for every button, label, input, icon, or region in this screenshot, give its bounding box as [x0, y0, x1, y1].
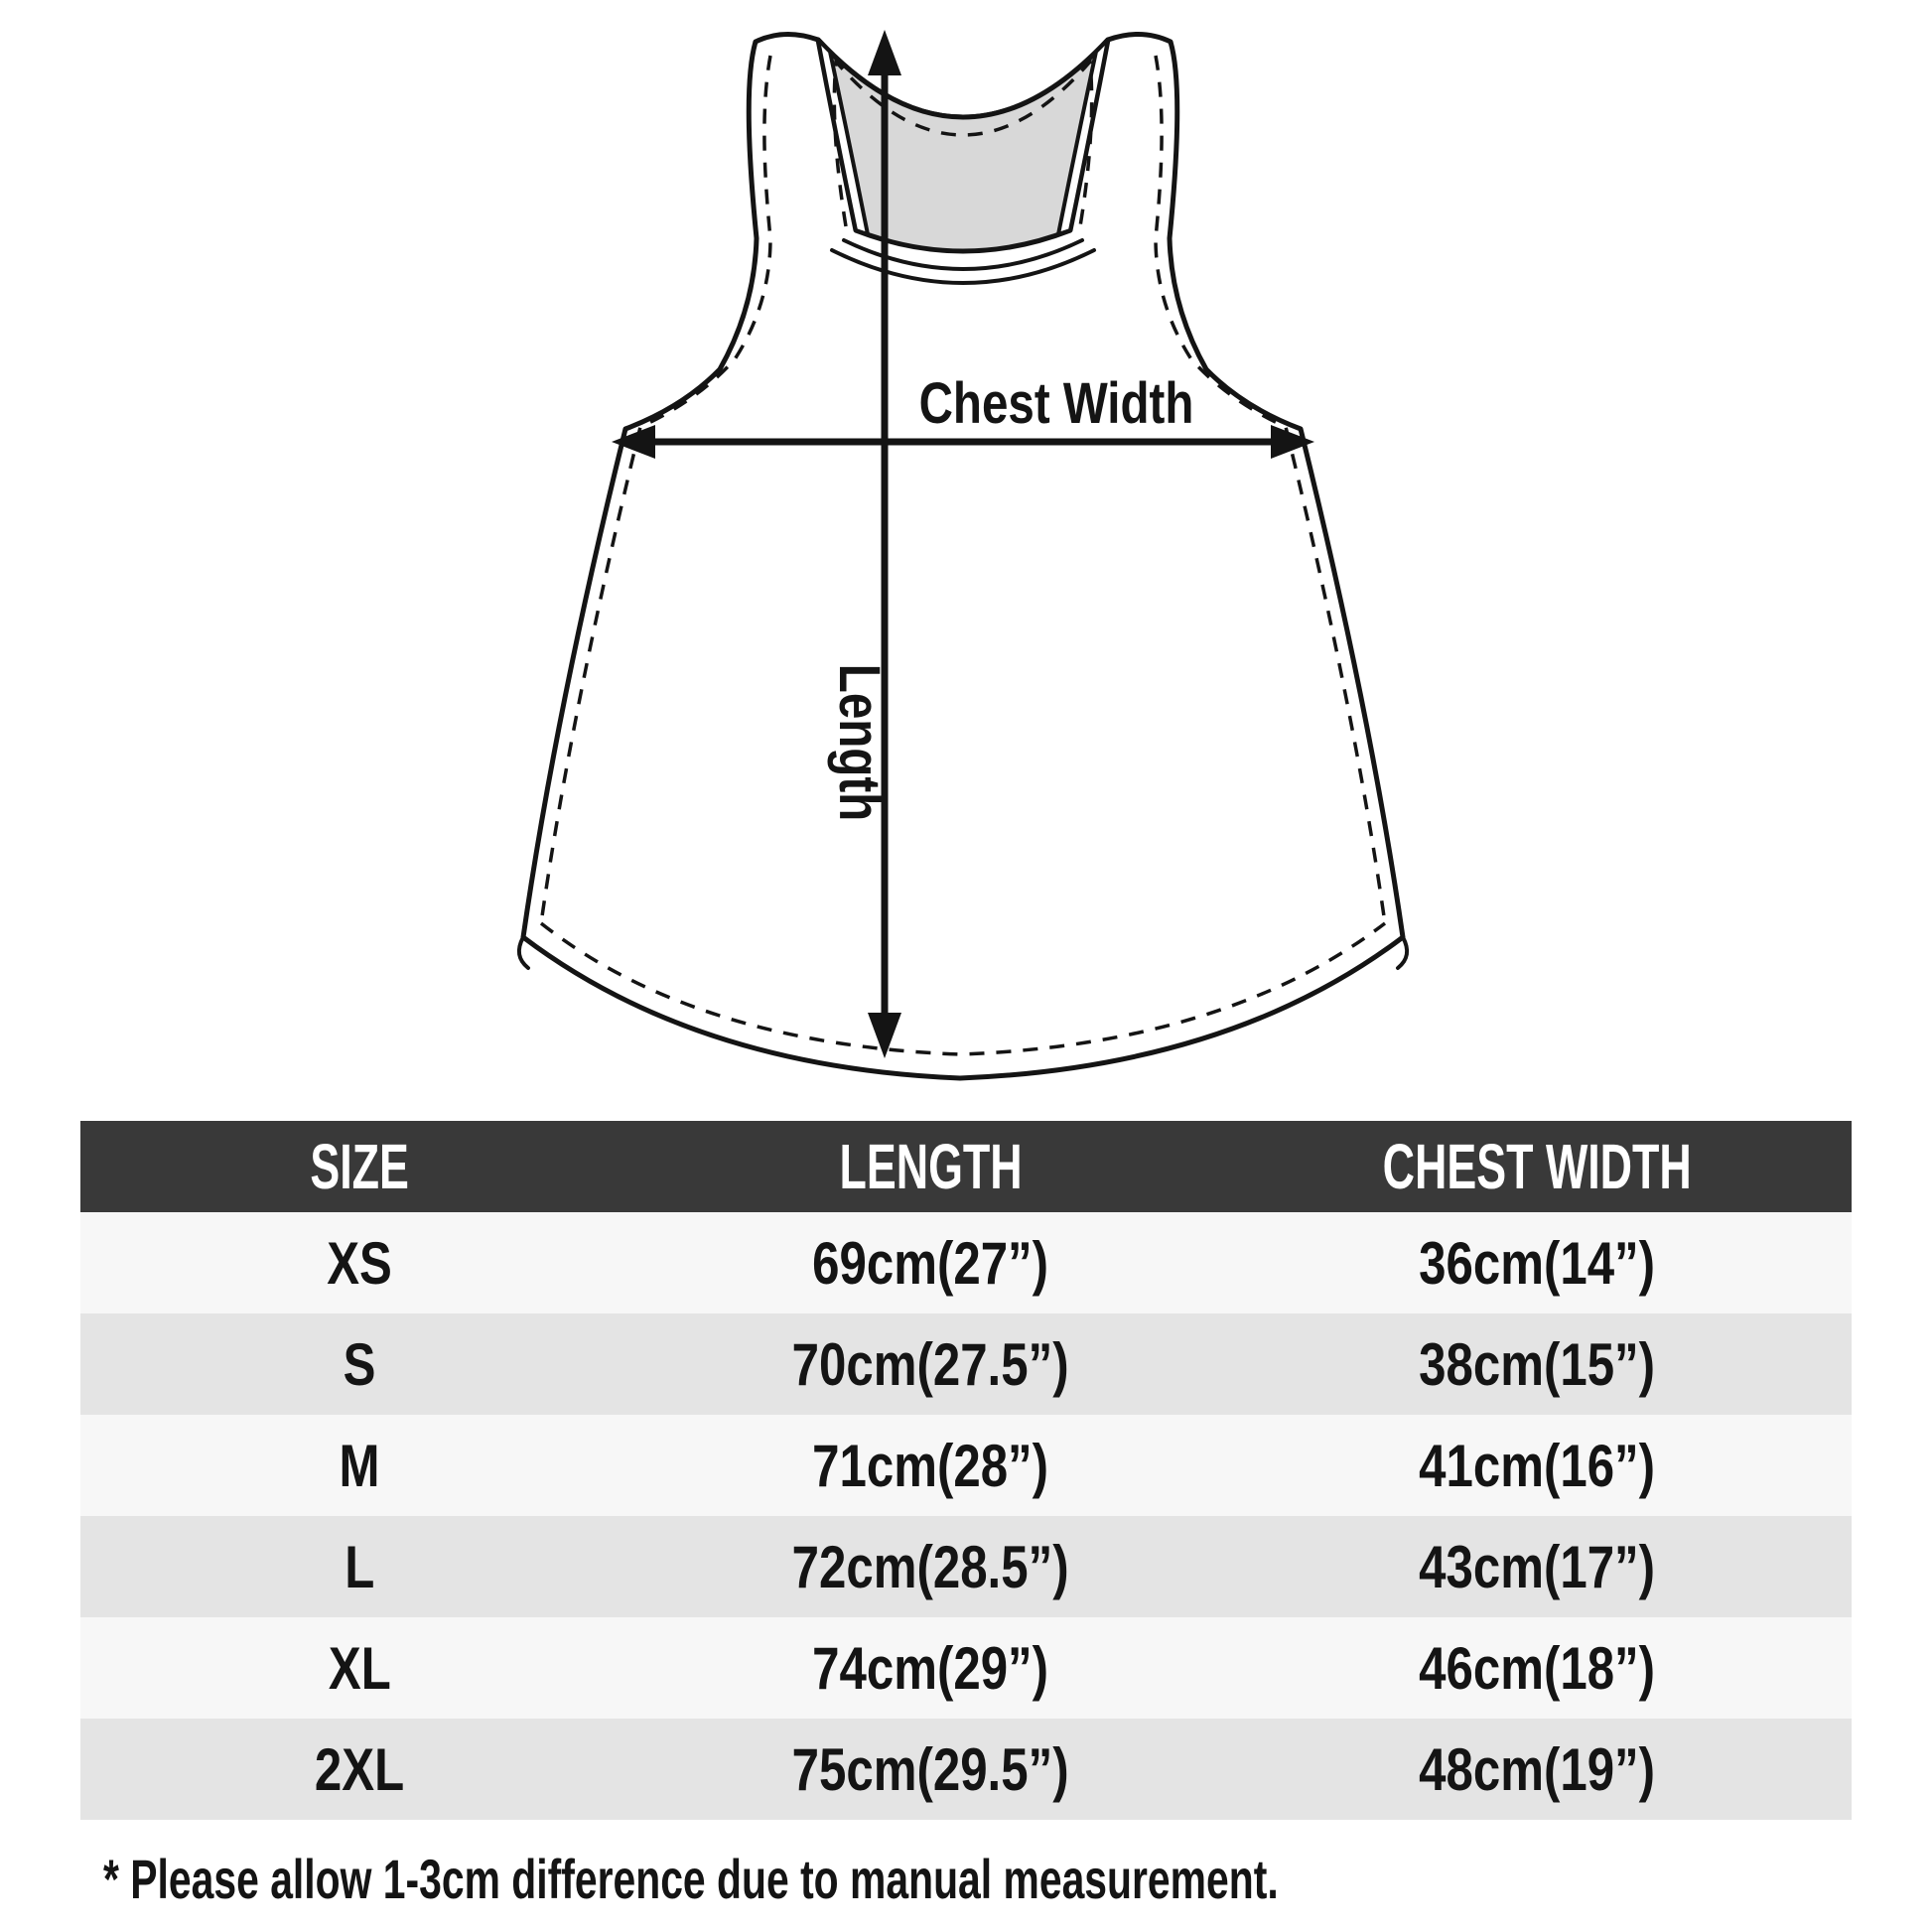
length-value: 69cm(27”) [812, 1229, 1049, 1297]
size-value: 2XL [314, 1735, 405, 1803]
table-row-m [80, 1415, 1852, 1516]
length-arrowhead-top [868, 30, 901, 75]
table-header-row [80, 1121, 1852, 1212]
size-value: M [339, 1432, 380, 1499]
chest-value: 43cm(17”) [1419, 1533, 1656, 1600]
size-value: XS [327, 1229, 392, 1297]
table-row-2xl [80, 1719, 1852, 1820]
col-header-size: SIZE [310, 1131, 409, 1202]
length-value: 74cm(29”) [812, 1634, 1049, 1702]
table-row-xl [80, 1617, 1852, 1719]
header-cell-chest-width [1223, 1121, 1852, 1212]
table-row-l [80, 1516, 1852, 1617]
size-value: L [344, 1533, 374, 1600]
length-value: 71cm(28”) [812, 1432, 1049, 1499]
footnote-text: * Please allow 1-3cm difference due to manual measurement. [103, 1847, 1279, 1910]
chest-value: 41cm(16”) [1419, 1432, 1656, 1499]
table-row-xs [80, 1212, 1852, 1313]
header-cell-length [638, 1121, 1223, 1212]
col-header-chest-width: CHEST WIDTH [1382, 1131, 1692, 1202]
length-value: 75cm(29.5”) [791, 1735, 1069, 1803]
measurement-footnote [103, 1849, 1713, 1908]
size-table [80, 1121, 1852, 1820]
size-value: S [343, 1330, 376, 1398]
chest-value: 46cm(18”) [1419, 1634, 1656, 1702]
length-label: Length [826, 663, 892, 822]
size-value: XL [328, 1634, 391, 1702]
chest-value: 36cm(14”) [1419, 1229, 1656, 1297]
chest-value: 48cm(19”) [1419, 1735, 1656, 1803]
length-value: 72cm(28.5”) [791, 1533, 1069, 1600]
header-cell-size [80, 1121, 638, 1212]
chest-value: 38cm(15”) [1419, 1330, 1656, 1398]
table-row-s [80, 1313, 1852, 1415]
col-header-length: LENGTH [839, 1131, 1023, 1202]
chest-width-label: Chest Width [918, 371, 1194, 437]
length-value: 70cm(27.5”) [791, 1330, 1069, 1398]
